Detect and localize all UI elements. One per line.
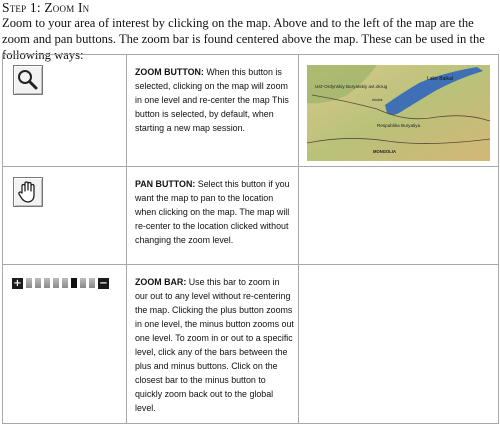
zoom-bar	[12, 277, 126, 289]
zoom-button-desc: When this button is selected, clicking on the map will zoom in one level and re-center the map This button is selected, by default, when starting a new map session.	[135, 67, 289, 133]
zoom-button[interactable]	[13, 65, 43, 95]
icon-cell	[3, 167, 127, 265]
table-row	[3, 265, 499, 424]
description-cell	[127, 167, 299, 265]
map-label-country: MONGOLIA	[373, 149, 397, 154]
zoom-level-6[interactable]	[71, 278, 77, 288]
hand-pan-icon	[14, 178, 42, 206]
intro-text: Zoom to your area of interest by clicking on the map. Above and to the left of the map are the zoom and pan buttons. The zoom bar is found centered above the map. These can be used in the following ways:	[2, 16, 485, 62]
zoom-level-8[interactable]	[89, 278, 95, 288]
step-title: Step 1: Zoom In	[2, 0, 90, 15]
map-label-lake: Lake Baikal	[427, 76, 453, 82]
icon-cell	[3, 265, 127, 424]
pan-button-desc: Select this button if you want the map to pan to the location when clicking on the map. The map will re-center to the location clicked without changing the zoom level.	[135, 179, 290, 245]
map-label-region2: Respublika Buryatiya	[377, 123, 421, 128]
description-cell	[127, 265, 299, 424]
zoom-level-4[interactable]	[53, 278, 59, 288]
zoom-button-term: ZOOM BUTTON:	[135, 67, 204, 77]
zoom-level-5[interactable]	[62, 278, 68, 288]
map-label-region1: Ust'-Ordynskiy Buryatskiy avt.okrug	[315, 84, 388, 89]
empty-cell	[299, 265, 499, 424]
map-label-city: Irkutsk	[372, 98, 383, 102]
zoom-bar-desc: Use this bar to zoom in our out to any level without re-centering the map. Clicking the plus button zooms in one level, the minus button zooms out one level. To zoom in or out to a specific level, click any of the bars between the plus and minus buttons. Click on the closest bar to the minus button to quickly zoom back out to the global level.	[135, 277, 294, 413]
magnifier-icon	[14, 66, 42, 94]
description-cell	[127, 55, 299, 167]
zoom-level-3[interactable]	[44, 278, 50, 288]
image-cell	[299, 55, 499, 167]
pan-button[interactable]	[13, 177, 43, 207]
map-thumbnail	[307, 65, 490, 161]
help-table	[2, 54, 499, 424]
zoom-level-1[interactable]	[26, 278, 32, 288]
table-row	[3, 55, 499, 167]
icon-cell	[3, 55, 127, 167]
zoom-plus-button[interactable]: +	[13, 277, 22, 289]
zoom-level-2[interactable]	[35, 278, 41, 288]
zoom-minus-button[interactable]: −	[99, 277, 108, 289]
pan-button-term: PAN BUTTON:	[135, 179, 196, 189]
zoom-bar-term: ZOOM BAR:	[135, 277, 187, 287]
empty-cell	[299, 167, 499, 265]
table-row	[3, 167, 499, 265]
zoom-level-7[interactable]	[80, 278, 86, 288]
